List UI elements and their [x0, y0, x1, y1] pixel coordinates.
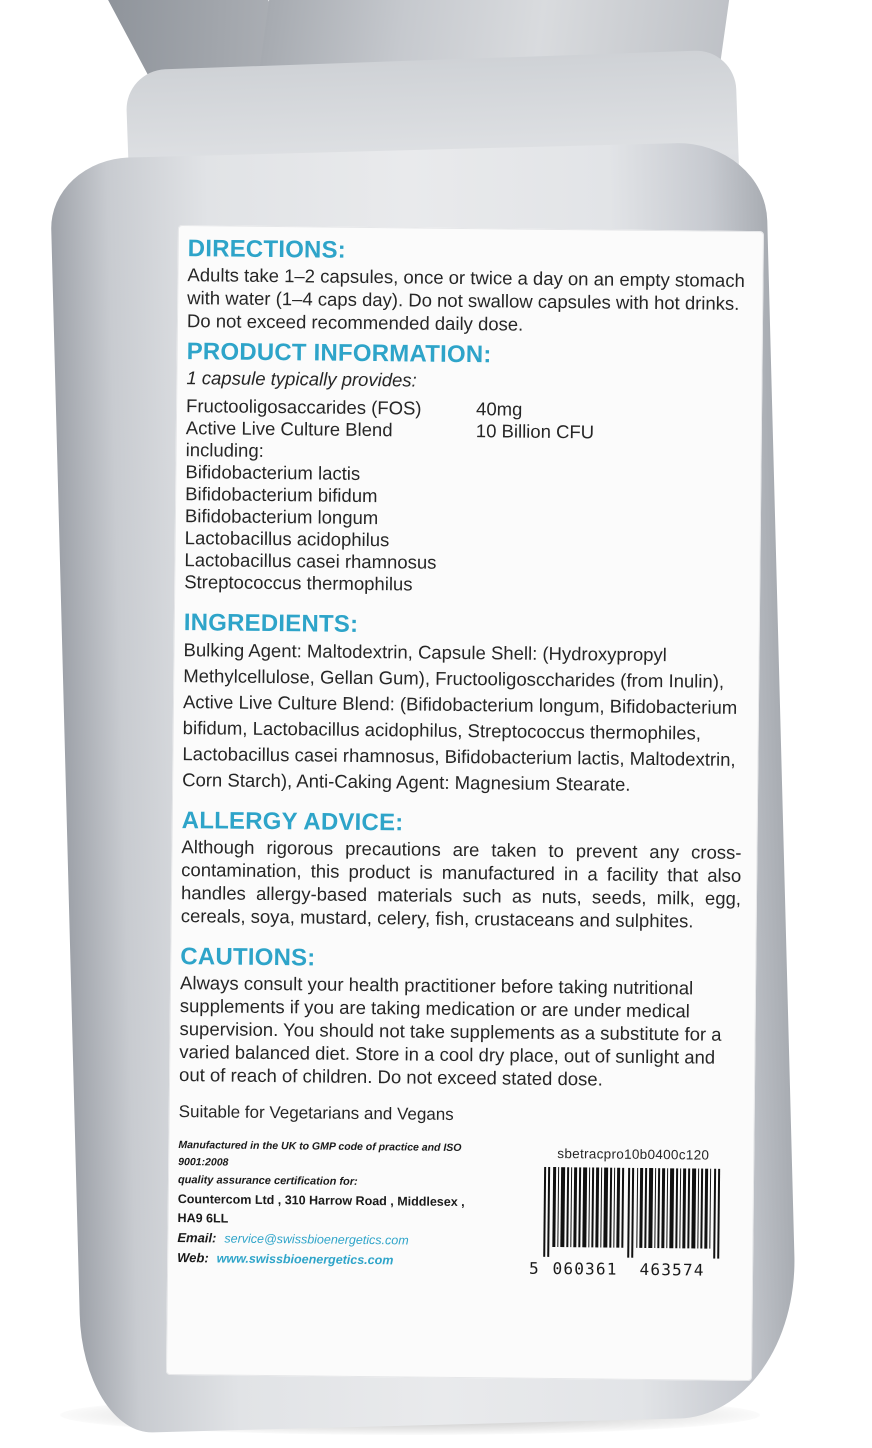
label-content [177, 235, 748, 1274]
cautions-heading: CAUTIONS: [180, 943, 316, 972]
manufacturer-block [177, 1137, 508, 1271]
barcode-right-digits: 463574 [639, 1259, 705, 1280]
barcode-left-digits: 060361 [552, 1258, 618, 1279]
ingredients-heading: INGREDIENTS: [183, 609, 359, 638]
nutrient-amount: 10 Billion CFU [475, 420, 595, 443]
strain-item [184, 571, 744, 599]
suitable-text: Suitable for Vegetarians and Vegans [178, 1102, 454, 1124]
strain-name: Bifidobacterium bifidum [185, 483, 378, 507]
directions-heading: DIRECTIONS: [187, 235, 347, 264]
strain-name: Lactobacillus casei rhamnosus [184, 549, 437, 573]
nutrient-name: Fructooligosaccarides (FOS) [185, 395, 422, 419]
including-text: including: [185, 439, 264, 461]
product-code: sbetracpro10b0400c120 [557, 1146, 710, 1163]
manufacturer-address: Countercom Ltd , 310 Harrow Road , Middlesex , [177, 1192, 465, 1210]
product-information-heading: PRODUCT INFORMATION: [186, 338, 492, 369]
nutrient-amount: 40mg [475, 398, 523, 420]
strain-name: Streptococcus thermophilus [184, 571, 413, 595]
cautions-text: Always consult your health practitioner before taking nutritional supplements if you are taking medication or are under medical supervision. You should not take supplements as a substitute for a varied balanced diet. Store in a cool dry place, out of sunlight and out of reach of children. Do not exceed stated dose. [178, 972, 722, 1090]
nutrient-name: Active Live Culture Blend [185, 417, 393, 441]
strain-name: Bifidobacterium lactis [185, 461, 361, 484]
product-label [166, 225, 764, 1381]
barcode-number [529, 1259, 735, 1280]
barcode-block [529, 1146, 736, 1280]
email-link[interactable]: service@swissbioenergetics.com [224, 1231, 409, 1248]
barcode-icon [529, 1167, 736, 1259]
manufacturer-line: Manufactured in the UK to GMP code of practice and ISO 9001:2008 [178, 1139, 462, 1169]
manufacturer-postcode: HA9 6LL [177, 1211, 229, 1226]
email-label: Email: [177, 1230, 217, 1246]
directions-text: Adults take 1–2 capsules, once or twice a day on an empty stomach with water (1–4 caps day). Do not swallow capsules with hot drinks. Do not exceed recommended daily dose. [186, 264, 745, 335]
manufacturer-line: quality assurance certification for: [177, 1174, 358, 1188]
product-information-subheading: 1 capsule typically provides: [186, 367, 417, 391]
strain-name: Bifidobacterium longum [184, 505, 379, 529]
allergy-text: Although rigorous precautions are taken to prevent any cross-contamination, this product is manufactured in a facility that also handles allergy-based materials such as nuts, seeds, milk, egg, cereals, soya, mustard, celery, fish, crustaceans and sulphites. [180, 836, 742, 932]
strain-name: Lactobacillus acidophilus [184, 527, 390, 551]
web-label: Web: [177, 1250, 209, 1266]
allergy-heading: ALLERGY ADVICE: [181, 807, 404, 837]
ingredients-text: Bulking Agent: Maltodextrin, Capsule Shell: (Hydroxypropyl Methylcellulose, Gellan Gum), Fructooligosccharides (from Inulin), Active Live Culture Blend: (Bifidobacterium longum, Bifidobacterium bifidum, Lactobacillus acidophilus, Streptococcus thermophiles, Lactobacillus casei rhamnosus, Bifidobacterium lactis, Maltodextrin, Corn Starch), Anti-Caking Agent: Magnesium Stearate. [182, 639, 738, 795]
web-row [177, 1248, 507, 1271]
web-link[interactable]: www.swissbioenergetics.com [216, 1251, 394, 1268]
barcode-first-digit: 5 [528, 1258, 541, 1278]
